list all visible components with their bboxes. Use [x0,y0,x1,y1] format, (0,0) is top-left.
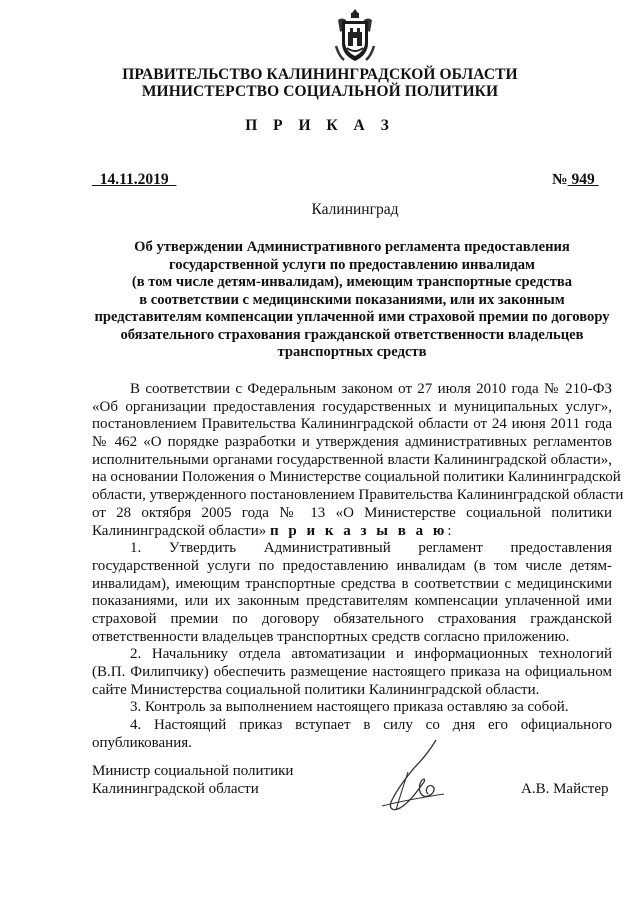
body-line: постановлением Правительства Калининградской области от 24 июня 2011 года [92,416,612,433]
title-line: обязательного страхования гражданской ответственности владельцев [120,326,584,343]
signatory-position: Министр социальной политики [92,763,294,779]
body-line: области, утвержденного постановлением Правительства Калининградской области [92,487,624,504]
handwritten-signature [378,738,450,818]
body-line: опубликования. [92,734,192,751]
org-name-line2: МИНИСТЕРСТВО СОЦИАЛЬНОЙ ПОЛИТИКИ [141,83,499,100]
document-body [92,381,624,752]
title-line: государственной услуги по предоставлению инвалидам [169,256,535,273]
title-line: (в том числе детям-инвалидам), имеющим транспортные средства [131,274,573,290]
body-line: показаниями, или их законным представителям компенсации уплаченной ими [92,593,612,610]
body-line: В соответствии с Федеральным законом от 27 июля 2010 года № 210-ФЗ [130,381,612,397]
document-type-heading: П Р И К А З [245,117,395,134]
body-line: № 462 «О порядке разработки и утверждения административных регламентов [92,434,612,451]
body-line: ответственности владельцев транспортных средств согласно приложению. [92,628,570,645]
item-1: 1. Утвердить Административный регламент предоставления [130,540,612,557]
signatory-name: А.В. Майстер [521,781,609,797]
title-line: представителям компенсации уплаченной ими страховой премии по договору [94,309,610,325]
item-4: 4. Настоящий приказ вступает в силу со дня его официального [130,717,612,734]
body-line: на основании Положения о Министерстве социальной политики Калининградской [92,469,621,486]
body-line: «Об организации предоставления государственных и муниципальных услуг», [92,398,612,415]
body-text: Калининградской области» [92,522,267,539]
document-city: Калининград [311,201,399,218]
document-title [92,239,612,362]
body-line: исполнительными органами государственной власти Калининградской области», [92,451,612,468]
title-line: транспортных средств [277,344,427,360]
document-number [552,171,599,189]
title-line: в соответствии с медицинскими показаниями, или их законным [139,291,565,308]
body-line [92,523,612,541]
title-line: Об утверждении Административного регламента предоставления [134,239,570,255]
body-line: от 28 октября 2005 года № 13 «О Министерстве социальной политики [92,504,612,521]
body-line: инвалидам), имеющим транспортные средства в соответствии с медицинскими [92,575,612,592]
body-text: : [447,522,452,539]
coat-of-arms-icon [334,8,376,64]
number-prefix: № [552,171,568,188]
item-2: 2. Начальнику отдела автоматизации и информационных технологий [130,646,612,663]
body-line: государственной услуги по предоставлению инвалидам (в том числе детям- [92,557,612,574]
org-name-line1: ПРАВИТЕЛЬСТВО КАЛИНИНГРАДСКОЙ ОБЛАСТИ [122,66,518,83]
body-line: страховой премии по договору обязательного страхования гражданской [92,610,612,627]
order-keyword: п р и к а з ы в а ю [270,522,448,539]
body-line: (В.П. Филипчику) обеспечить размещение настоящего приказа на официальном [92,664,612,680]
signatory-region: Калининградской области [92,781,259,797]
document-date: 14.11.2019 [92,171,177,188]
number-value: 949 [567,171,599,188]
item-3: 3. Контроль за выполнением настоящего приказа оставляю за собой. [130,699,569,716]
body-line: сайте Министерства социальной политики Калининградской области. [92,681,540,698]
